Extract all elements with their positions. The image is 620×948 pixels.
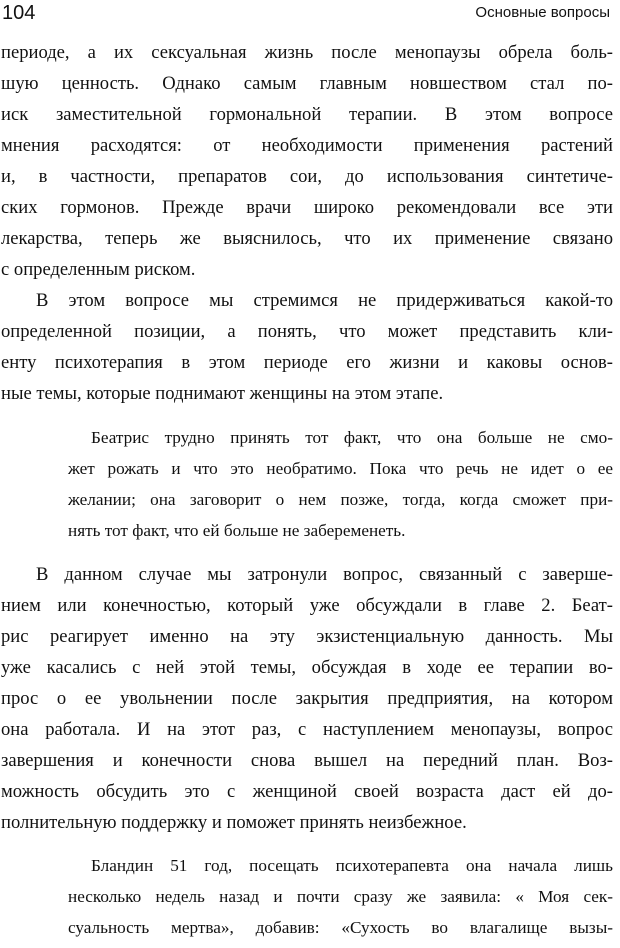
text-line: несколько недель назад и почти сразу же заявила: « Моя сек-	[68, 887, 613, 906]
text-line: лекарства, теперь же выяснилось, что их применение связано	[1, 228, 613, 249]
text-line: рис реагирует именно на эту экзистенциальную данность. Мы	[1, 626, 613, 647]
text-line: периоде, а их сексуальная жизнь после менопаузы обрела боль-	[1, 42, 613, 63]
text-line: мнения расходятся: от необходимости применения растений	[1, 135, 613, 156]
text-line: суальность мертва», добавив: «Сухость во влагалище вызы-	[68, 918, 613, 937]
text-line: полнительную поддержку и поможет принять неизбежное.	[1, 812, 467, 833]
text-line: желании; она заговорит о нем позже, тогда, когда сможет при-	[68, 490, 613, 509]
text-line: завершения и конечности снова вышел на передний план. Воз-	[1, 750, 613, 771]
text-line: Беатрис трудно принять тот факт, что она больше не смо-	[91, 428, 613, 447]
text-line: енту психотерапия в этом периоде его жизни и каковы основ-	[1, 352, 613, 373]
text-line: Бландин 51 год, посещать психотерапевта она начала лишь	[91, 856, 613, 875]
text-line: иск заместительной гормональной терапии. В этом вопросе	[1, 104, 613, 125]
text-line: шую ценность. Однако самым главным новшеством стал по-	[1, 73, 613, 94]
page-number: 104	[2, 2, 36, 24]
text-line: она работала. И на этот раз, с наступлением менопаузы, вопрос	[1, 719, 613, 740]
text-line: и, в частности, препаратов сои, до использования синтетиче-	[1, 166, 613, 187]
text-line: ских гормонов. Прежде врачи широко рекомендовали все эти	[1, 197, 613, 218]
text-line: уже касались с ней этой темы, обсуждая в ходе ее терапии во-	[1, 657, 613, 678]
text-line: ные темы, которые поднимают женщины на этом этапе.	[1, 383, 444, 404]
text-line: В данном случае мы затронули вопрос, связанный с заверше-	[36, 564, 613, 585]
text-line: В этом вопросе мы стремимся не придерживаться какой-то	[36, 290, 613, 311]
text-line: определенной позиции, а понять, что может представить кли-	[1, 321, 613, 342]
text-line: нием или конечностью, который уже обсуждали в главе 2. Беат-	[1, 595, 613, 616]
text-line: жет рожать и что это необратимо. Пока что речь не идет о ее	[68, 459, 613, 478]
text-line: прос о ее увольнении после закрытия предприятия, на котором	[1, 688, 613, 709]
text-line: можность обсудить это с женщиной своей возраста даст ей до-	[1, 781, 613, 802]
text-line: с определенным риском.	[1, 259, 196, 280]
running-title: Основные вопросы	[475, 4, 610, 21]
text-line: нять тот факт, что ей больше не забеременеть.	[68, 521, 406, 540]
